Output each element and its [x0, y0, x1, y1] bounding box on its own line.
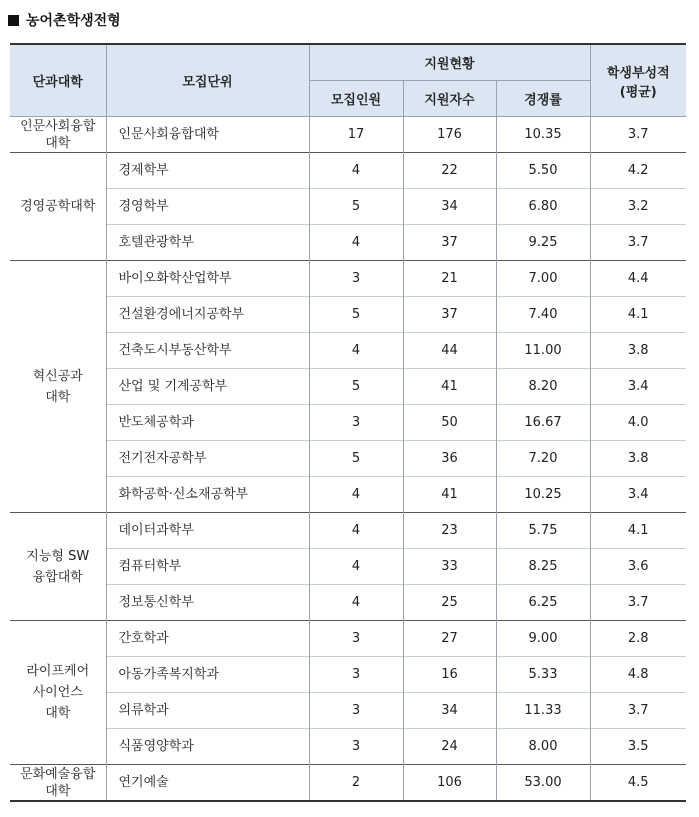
- grade-cell: 4.5: [590, 765, 686, 802]
- quota-cell: 5: [309, 441, 403, 477]
- grade-cell: 4.2: [590, 153, 686, 189]
- applicants-cell: 36: [403, 441, 496, 477]
- unit-cell: 경제학부: [106, 153, 309, 189]
- table-row: [10, 225, 686, 261]
- table-row: [10, 261, 686, 297]
- table-row: [10, 765, 686, 802]
- header-applicants: 지원자수: [403, 81, 496, 117]
- unit-cell: 바이오화학산업학부: [106, 261, 309, 297]
- unit-cell: 건설환경에너지공학부: [106, 297, 309, 333]
- quota-cell: 17: [309, 117, 403, 153]
- college-cell: 지능형 SW 융합대학: [10, 513, 106, 621]
- header-status: 지원현황: [309, 44, 590, 81]
- unit-cell: 산업 및 기계공학부: [106, 369, 309, 405]
- college-cell: 인문사회융합 대학: [10, 117, 106, 153]
- table-body: [10, 117, 686, 802]
- admission-results-table: [10, 43, 686, 802]
- applicants-cell: 27: [403, 621, 496, 657]
- applicants-cell: 50: [403, 405, 496, 441]
- ratio-cell: 5.33: [496, 657, 590, 693]
- unit-cell: 경영학부: [106, 189, 309, 225]
- quota-cell: 5: [309, 369, 403, 405]
- unit-cell: 컴퓨터학부: [106, 549, 309, 585]
- quota-cell: 4: [309, 477, 403, 513]
- quota-cell: 3: [309, 657, 403, 693]
- quota-cell: 4: [309, 153, 403, 189]
- college-cell: 혁신공과 대학: [10, 261, 106, 513]
- ratio-cell: 11.00: [496, 333, 590, 369]
- ratio-cell: 10.35: [496, 117, 590, 153]
- ratio-cell: 7.20: [496, 441, 590, 477]
- unit-cell: 식품영양학과: [106, 729, 309, 765]
- table-row: [10, 117, 686, 153]
- grade-cell: 3.5: [590, 729, 686, 765]
- grade-cell: 3.7: [590, 693, 686, 729]
- grade-cell: 3.7: [590, 225, 686, 261]
- unit-cell: 인문사회융합대학: [106, 117, 309, 153]
- unit-cell: 의류학과: [106, 693, 309, 729]
- ratio-cell: 7.00: [496, 261, 590, 297]
- quota-cell: 3: [309, 729, 403, 765]
- grade-cell: 4.1: [590, 513, 686, 549]
- grade-cell: 3.2: [590, 189, 686, 225]
- header-ratio: 경쟁률: [496, 81, 590, 117]
- ratio-cell: 6.80: [496, 189, 590, 225]
- applicants-cell: 34: [403, 189, 496, 225]
- college-cell: 문화예술융합 대학: [10, 765, 106, 802]
- section-title: 농어촌학생전형: [26, 13, 121, 29]
- unit-cell: 연기예술: [106, 765, 309, 802]
- table-row: [10, 477, 686, 513]
- applicants-cell: 41: [403, 369, 496, 405]
- table-row: [10, 153, 686, 189]
- ratio-cell: 7.40: [496, 297, 590, 333]
- table-row: [10, 369, 686, 405]
- header-quota: 모집인원: [309, 81, 403, 117]
- grade-cell: 3.4: [590, 477, 686, 513]
- applicants-cell: 21: [403, 261, 496, 297]
- grade-cell: 3.7: [590, 117, 686, 153]
- applicants-cell: 22: [403, 153, 496, 189]
- table-row: [10, 513, 686, 549]
- ratio-cell: 8.00: [496, 729, 590, 765]
- table-row: [10, 297, 686, 333]
- header-grade: [590, 44, 686, 117]
- table-row: [10, 405, 686, 441]
- table-row: [10, 693, 686, 729]
- quota-cell: 3: [309, 261, 403, 297]
- quota-cell: 4: [309, 585, 403, 621]
- unit-cell: 전기전자공학부: [106, 441, 309, 477]
- unit-cell: 반도체공학과: [106, 405, 309, 441]
- table-row: [10, 441, 686, 477]
- table-row: [10, 549, 686, 585]
- ratio-cell: 53.00: [496, 765, 590, 802]
- header-grade-line2: (평균): [619, 84, 657, 100]
- ratio-cell: 10.25: [496, 477, 590, 513]
- grade-cell: 3.4: [590, 369, 686, 405]
- quota-cell: 2: [309, 765, 403, 802]
- square-bullet-icon: [8, 15, 19, 26]
- table-row: [10, 729, 686, 765]
- unit-cell: 호텔관광학부: [106, 225, 309, 261]
- header-unit: 모집단위: [106, 44, 309, 117]
- quota-cell: 5: [309, 189, 403, 225]
- quota-cell: 3: [309, 693, 403, 729]
- applicants-cell: 37: [403, 297, 496, 333]
- ratio-cell: 5.50: [496, 153, 590, 189]
- applicants-cell: 37: [403, 225, 496, 261]
- applicants-cell: 16: [403, 657, 496, 693]
- ratio-cell: 11.33: [496, 693, 590, 729]
- unit-cell: 아동가족복지학과: [106, 657, 309, 693]
- ratio-cell: 9.25: [496, 225, 590, 261]
- ratio-cell: 8.20: [496, 369, 590, 405]
- ratio-cell: 16.67: [496, 405, 590, 441]
- grade-cell: 3.6: [590, 549, 686, 585]
- grade-cell: 3.8: [590, 441, 686, 477]
- grade-cell: 4.8: [590, 657, 686, 693]
- header-college: 단과대학: [10, 44, 106, 117]
- unit-cell: 정보통신학부: [106, 585, 309, 621]
- grade-cell: 3.8: [590, 333, 686, 369]
- unit-cell: 간호학과: [106, 621, 309, 657]
- section-heading: [8, 10, 121, 30]
- grade-cell: 4.1: [590, 297, 686, 333]
- quota-cell: 4: [309, 549, 403, 585]
- table-row: [10, 621, 686, 657]
- header-grade-line1: 학생부성적: [606, 65, 670, 81]
- applicants-cell: 41: [403, 477, 496, 513]
- ratio-cell: 6.25: [496, 585, 590, 621]
- applicants-cell: 33: [403, 549, 496, 585]
- unit-cell: 데이터과학부: [106, 513, 309, 549]
- applicants-cell: 24: [403, 729, 496, 765]
- grade-cell: 4.4: [590, 261, 686, 297]
- ratio-cell: 5.75: [496, 513, 590, 549]
- grade-cell: 3.7: [590, 585, 686, 621]
- quota-cell: 4: [309, 333, 403, 369]
- table-row: [10, 189, 686, 225]
- grade-cell: 2.8: [590, 621, 686, 657]
- table-row: [10, 657, 686, 693]
- college-cell: 라이프케어 사이언스 대학: [10, 621, 106, 765]
- unit-cell: 화학공학·신소재공학부: [106, 477, 309, 513]
- quota-cell: 5: [309, 297, 403, 333]
- applicants-cell: 106: [403, 765, 496, 802]
- ratio-cell: 8.25: [496, 549, 590, 585]
- applicants-cell: 23: [403, 513, 496, 549]
- quota-cell: 4: [309, 513, 403, 549]
- applicants-cell: 176: [403, 117, 496, 153]
- ratio-cell: 9.00: [496, 621, 590, 657]
- college-cell: 경영공학대학: [10, 153, 106, 261]
- table-row: [10, 585, 686, 621]
- unit-cell: 건축도시부동산학부: [106, 333, 309, 369]
- applicants-cell: 44: [403, 333, 496, 369]
- quota-cell: 3: [309, 621, 403, 657]
- quota-cell: 3: [309, 405, 403, 441]
- applicants-cell: 34: [403, 693, 496, 729]
- applicants-cell: 25: [403, 585, 496, 621]
- grade-cell: 4.0: [590, 405, 686, 441]
- table-row: [10, 333, 686, 369]
- quota-cell: 4: [309, 225, 403, 261]
